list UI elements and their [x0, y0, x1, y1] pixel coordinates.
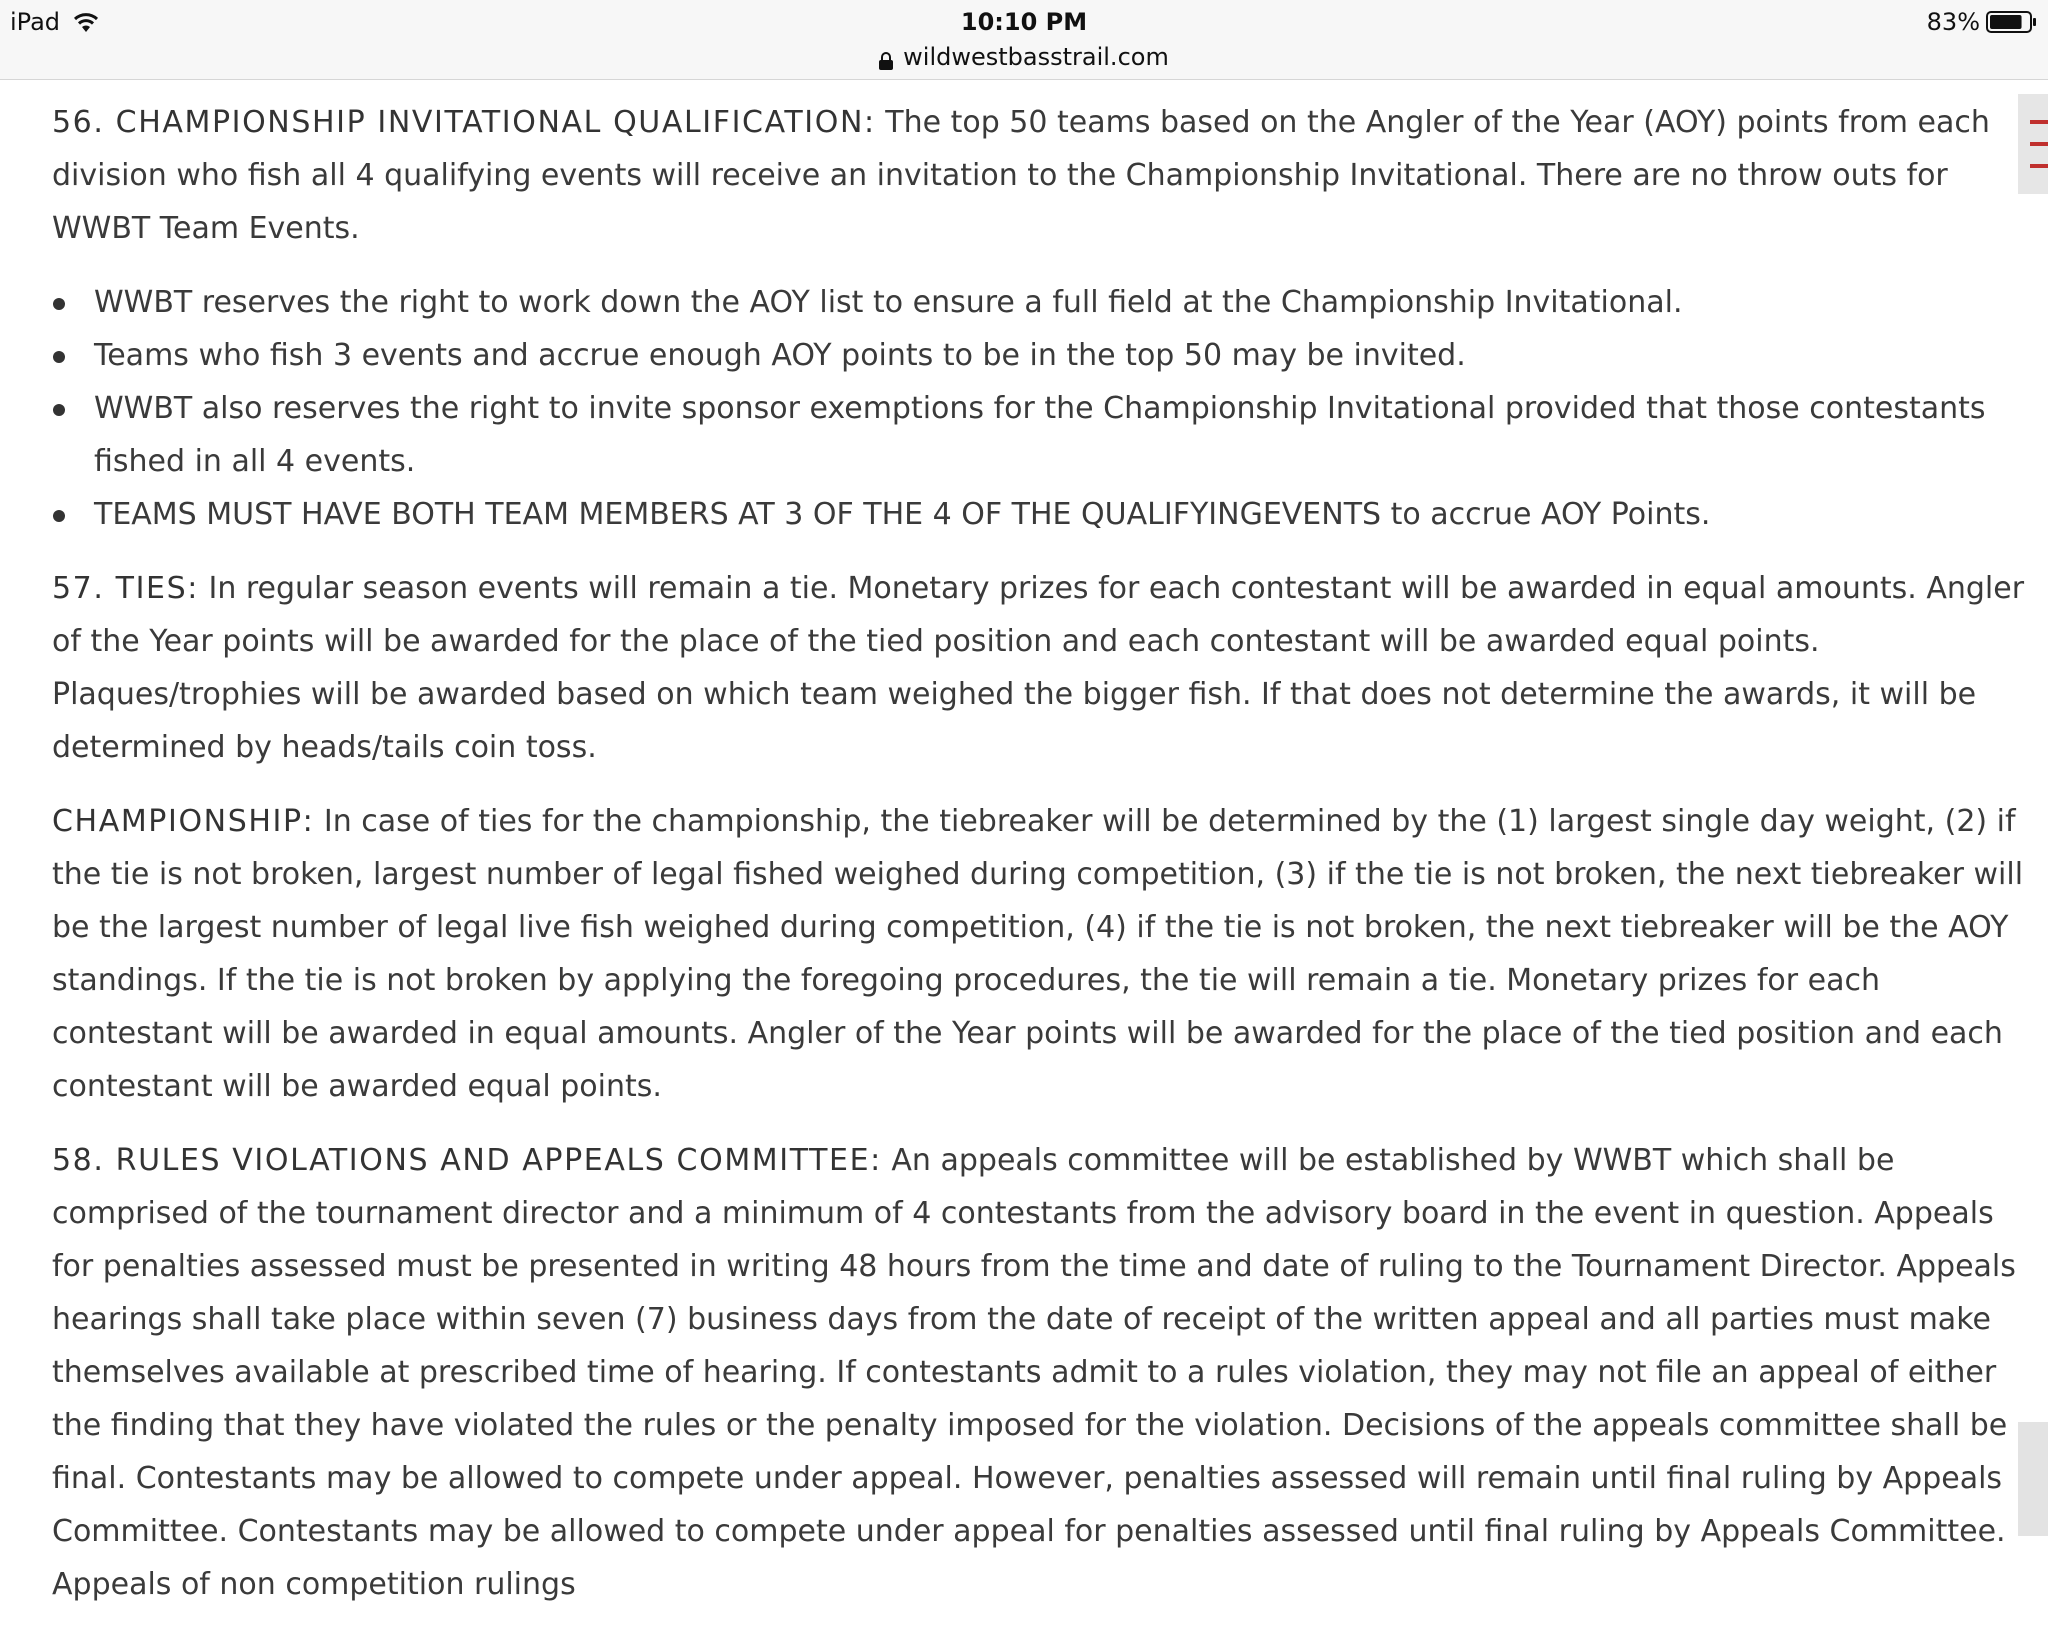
section-text: In regular season events will remain a tie. Monetary prizes for each contestant will be awarded in equal amounts. Angler of the Year points will be awarded for the place of the tied position and each contestant will be awarded equal points. Plaques/trophies will be awarded based on which team weighed the bigger fish. If that does not determine the awards, it will be determined by heads/tails coin toss. — [52, 571, 2025, 765]
section-56-bullets — [52, 276, 2044, 541]
section-heading: CHAMPIONSHIP: — [52, 804, 315, 839]
battery-icon — [1986, 11, 2038, 33]
device-name: iPad — [10, 8, 61, 36]
section-text: An appeals committee will be established by WWBT which shall be comprised of the tournament director and a minimum of 4 contestants from the advisory board in the event in question. Appeals for penalties assessed must be presented in writing 48 hours from the time and date of ruling to the Tournament Director. Appeals hearings shall take place within seven (7) business days from the date of receipt of the written appeal and all parties must make themselves available at prescribed time of hearing. If contestants admit to a rules violation, they may not file an appeal of either the finding that they have violated the rules or the penalty imposed for the violation. Decisions of the appeals committee shall be final. Contestants may be allowed to compete under appeal. However, penalties assessed will remain until final ruling by Appeals Committee. Contestants may be allowed to compete under appeal for penalties assessed until final ruling by Appeals Committee. Appeals of non competition rulings — [52, 1143, 2016, 1602]
lock-icon — [879, 48, 893, 66]
list-item: WWBT reserves the right to work down the AOY list to ensure a full field at the Championship Invitational. — [94, 276, 2044, 329]
section-58 — [52, 1134, 2044, 1611]
battery-percent: 83% — [1926, 8, 1980, 36]
status-right — [1927, 4, 2038, 40]
clock: 10:10 PM — [960, 8, 1088, 36]
rules-content — [52, 96, 2044, 1632]
section-57 — [52, 562, 2044, 774]
section-56 — [52, 96, 2044, 255]
section-heading: 57. TIES: — [52, 571, 199, 606]
list-item: WWBT also reserves the right to invite sponsor exemptions for the Championship Invitational provided that those contestants fished in all 4 events. — [94, 382, 2044, 488]
url-text[interactable]: wildwestbasstrail.com — [903, 43, 1169, 71]
address-bar[interactable] — [0, 40, 2048, 74]
section-text: In case of ties for the championship, the tiebreaker will be determined by the (1) largest single day weight, (2) if the tie is not broken, largest number of legal fished weighed during competition, (3) if the tie is not broken, the next tiebreaker will be the largest number of legal live fish weighed during competition, (4) if the tie is not broken, the next tiebreaker will be the AOY standings. If the tie is not broken by applying the foregoing procedures, the tie will remain a tie. Monetary prizes for each contestant will be awarded in equal amounts. Angler of the Year points will be awarded for the place of the tied position and each contestant will be awarded equal points. — [52, 804, 2024, 1104]
section-heading: 58. RULES VIOLATIONS AND APPEALS COMMITTEE: — [52, 1143, 882, 1178]
status-bar — [0, 0, 2048, 80]
section-heading: 56. CHAMPIONSHIP INVITATIONAL QUALIFICATION: — [52, 105, 876, 140]
scrollbar-thumb[interactable] — [2018, 1422, 2048, 1536]
list-item: TEAMS MUST HAVE BOTH TEAM MEMBERS AT 3 OF THE 4 OF THE QUALIFYINGEVENTS to accrue AOY Points. — [94, 488, 2044, 541]
section-championship — [52, 795, 2044, 1113]
section-text: The top 50 teams based on the Angler of the Year (AOY) points from each division who fish all 4 qualifying events will receive an invitation to the Championship Invitational. There are no throw outs for WWBT Team Events. — [52, 105, 1990, 246]
list-item: Teams who fish 3 events and accrue enough AOY points to be in the top 50 may be invited. — [94, 329, 2044, 382]
